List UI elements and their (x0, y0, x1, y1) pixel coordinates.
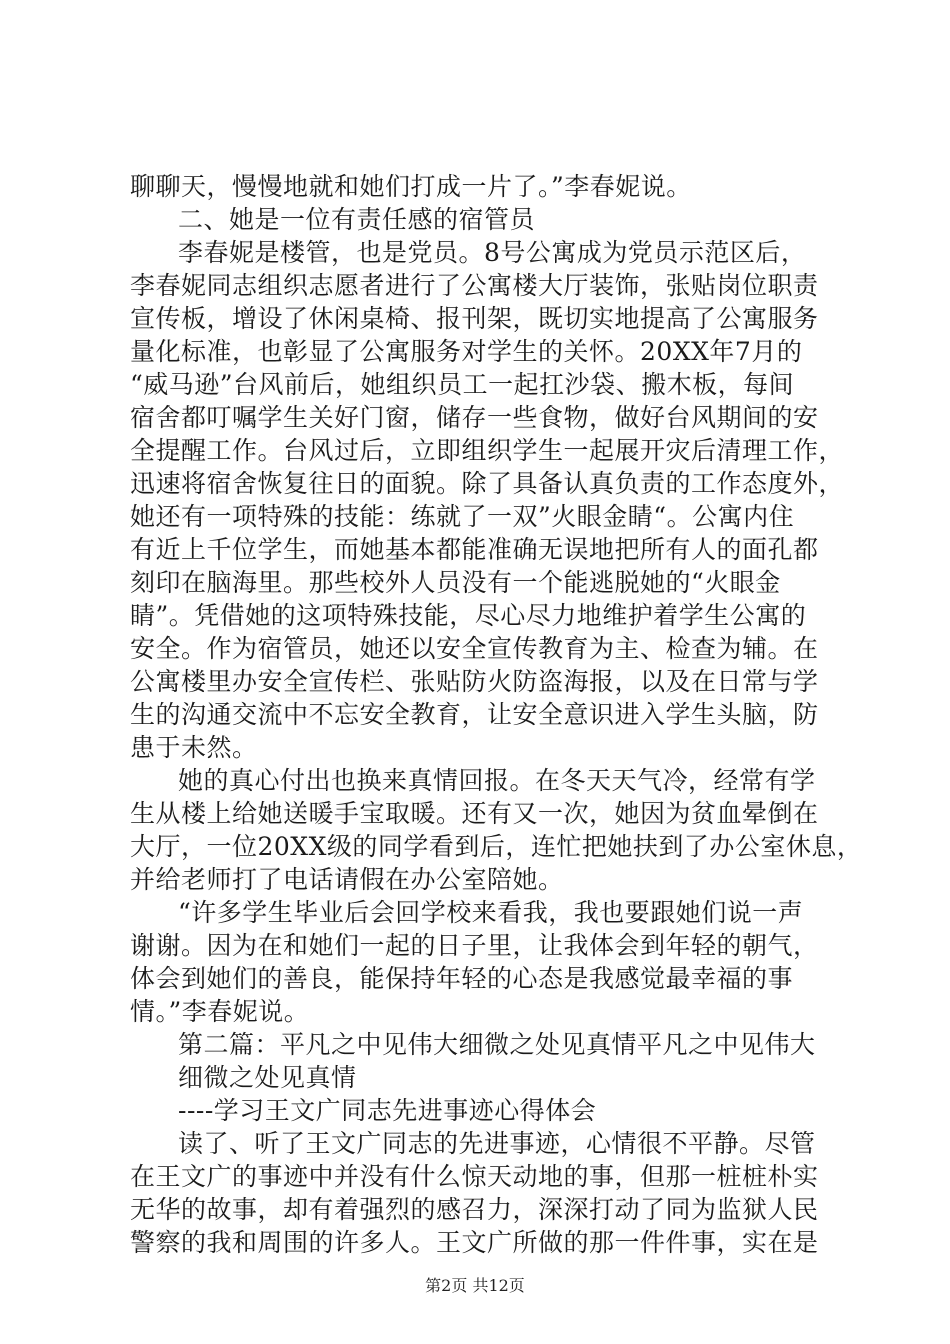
text-line: 李春妮是楼管，也是党员。8号公寓成为党员示范区后， (178, 238, 807, 267)
text-line: 警察的我和周围的许多人。王文广所做的那一件件事，实在是 (130, 1228, 819, 1257)
text-line: 生从楼上给她送暖手宝取暖。还有又一次，她因为贫血晕倒在 (130, 799, 819, 828)
page-footer: 第2页 共12页 (425, 1276, 525, 1295)
text-line: 刻印在脑海里。那些校外人员没有一个能逃脱她的“火眼金 (130, 568, 781, 597)
text-line: 全提醒工作。台风过后，立即组织学生一起展开灾后清理工作， (130, 436, 845, 465)
article-title-continued: 细微之处见真情 (178, 1063, 357, 1092)
text-line: 公寓楼里办安全宣传栏、张贴防火防盗海报，以及在日常与学 (130, 667, 819, 696)
text-line: 在王文广的事迹中并没有什么惊天动地的事，但那一桩桩朴实 (130, 1162, 819, 1191)
text-line: 聊聊天，慢慢地就和她们打成一片了。”李春妮说。 (130, 172, 692, 201)
text-line: 她还有一项特殊的技能：练就了一双”火眼金睛“。公寓内住 (130, 502, 795, 531)
text-line: 安全。作为宿管员，她还以安全宣传教育为主、检查为辅。在 (130, 634, 819, 663)
text-line: 体会到她们的善良，能保持年轻的心态是我感觉最幸福的事 (130, 964, 794, 993)
text-line: “许多学生毕业后会回学校来看我，我也要跟她们说一声 (178, 898, 804, 927)
text-line: 情。”李春妮说。 (130, 997, 310, 1026)
text-line: 大厅，一位20XX级的同学看到后，连忙把她扶到了办公室休息， (130, 832, 863, 861)
text-line: 她的真心付出也换来真情回报。在冬天天气冷，经常有学 (178, 766, 816, 795)
text-line: 迅速将宿舍恢复往日的面貌。除了具备认真负责的工作态度外， (130, 469, 845, 498)
text-line: “威马逊”台风前后，她组织员工一起扛沙袋、搬木板，每间 (130, 370, 795, 399)
article-subtitle: ----学习王文广同志先进事迹心得体会 (178, 1096, 597, 1125)
text-line: 谢谢。因为在和她们一起的日子里，让我体会到年轻的朝气， (130, 931, 819, 960)
text-line: 无华的故事，却有着强烈的感召力，深深打动了同为监狱人民 (130, 1195, 819, 1224)
text-line: 宿舍都叮嘱学生关好门窗，储存一些食物，做好台风期间的安 (130, 403, 819, 432)
text-line: 李春妮同志组织志愿者进行了公寓楼大厅装饰，张贴岗位职责 (130, 271, 819, 300)
article-title: 第二篇：平凡之中见伟大细微之处见真情平凡之中见伟大 (178, 1030, 816, 1059)
text-line: 量化标准，也彰显了公寓服务对学生的关怀。20XX年7月的 (130, 337, 803, 366)
text-line: 睛”。凭借她的这项特殊技能，尽心尽力地维护着学生公寓的 (130, 601, 807, 630)
section-heading: 二、她是一位有责任感的宿管员 (178, 205, 536, 234)
text-line: 生的沟通交流中不忘安全教育，让安全意识进入学生头脑，防 (130, 700, 819, 729)
text-line: 患于未然。 (130, 733, 258, 762)
text-line: 并给老师打了电话请假在办公室陪她。 (130, 865, 564, 894)
text-line: 宣传板，增设了休闲桌椅、报刊架，既切实地提高了公寓服务 (130, 304, 819, 333)
text-line: 有近上千位学生，而她基本都能准确无误地把所有人的面孔都 (130, 535, 819, 564)
text-line: 读了、听了王文广同志的先进事迹，心情很不平静。尽管 (178, 1129, 816, 1158)
